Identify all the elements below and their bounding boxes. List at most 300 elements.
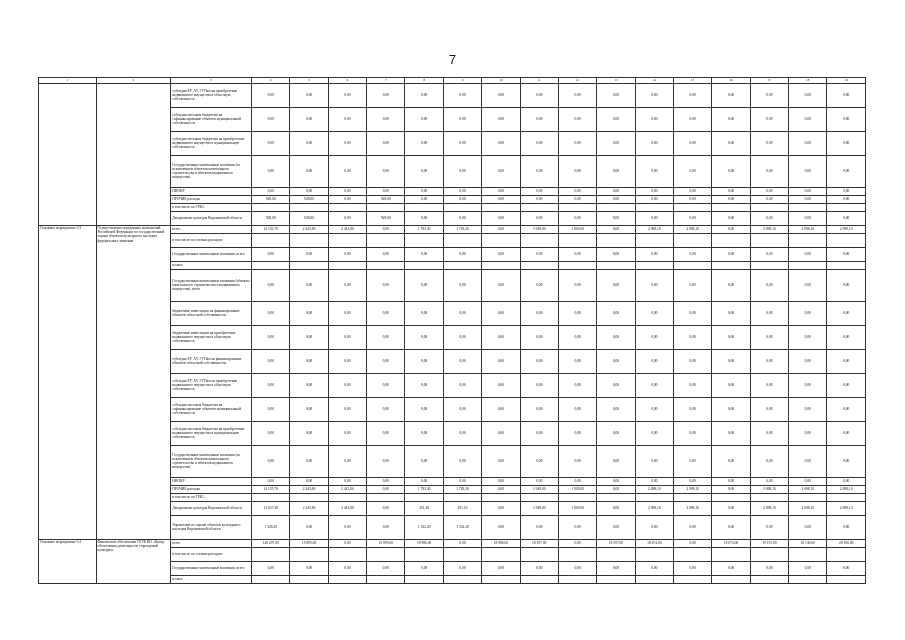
value-cell: 0,00 <box>827 515 866 539</box>
value-cell <box>712 261 750 269</box>
value-cell: 0,00 <box>750 211 788 225</box>
value-cell: 0,00 <box>367 187 405 195</box>
value-cell: 0,00 <box>558 155 596 187</box>
value-cell: 1 949,00 <box>520 485 558 493</box>
indicator-name: Департамент культуры Воронежской области <box>171 211 252 225</box>
indicator-name: субсидии ЕУ, АУ, ГУПам на приобретение недвижимого имущества в областную собственность <box>171 83 252 107</box>
value-cell <box>290 261 328 269</box>
value-cell: 0,00 <box>597 83 635 107</box>
value-cell: 1 783,30 <box>443 225 481 233</box>
value-cell: 0,00 <box>367 397 405 421</box>
value-cell: 0,00 <box>827 187 866 195</box>
value-cell: 0,00 <box>635 269 673 301</box>
value-cell: 0,00 <box>750 325 788 349</box>
value-cell: 0,00 <box>597 349 635 373</box>
value-cell: 0,00 <box>367 349 405 373</box>
value-cell: 0,00 <box>520 301 558 325</box>
value-cell: 0,00 <box>443 195 481 203</box>
value-cell: 0,00 <box>750 131 788 155</box>
value-cell: 0,00 <box>443 83 481 107</box>
value-cell <box>290 547 328 561</box>
value-cell <box>482 547 520 561</box>
value-cell <box>789 203 827 211</box>
value-cell: 0,00 <box>712 485 750 493</box>
value-cell: 0,00 <box>252 269 290 301</box>
value-cell: 0,00 <box>827 373 866 397</box>
value-cell: 0,00 <box>520 373 558 397</box>
value-cell: 0,00 <box>635 187 673 195</box>
column-header: 11 <box>520 78 558 84</box>
value-cell: 0,00 <box>635 349 673 373</box>
value-cell: 0,00 <box>405 131 443 155</box>
value-cell: 0,00 <box>674 269 712 301</box>
column-header: 2 <box>96 78 171 84</box>
value-cell: 0,00 <box>674 325 712 349</box>
value-cell: 0,00 <box>290 247 328 261</box>
value-cell <box>482 493 520 501</box>
value-cell: 0,00 <box>674 187 712 195</box>
value-cell: 0,00 <box>558 397 596 421</box>
value-cell: 0,00 <box>750 477 788 485</box>
column-header: 13 <box>597 78 635 84</box>
value-cell: 0,00 <box>482 397 520 421</box>
value-cell <box>482 203 520 211</box>
value-cell: 0,00 <box>674 301 712 325</box>
value-cell <box>635 203 673 211</box>
value-cell: 0,00 <box>405 187 443 195</box>
value-cell: 0,00 <box>827 247 866 261</box>
value-cell: 0,00 <box>712 195 750 203</box>
value-cell: 0,00 <box>827 107 866 131</box>
value-cell: 928,00 <box>367 195 405 203</box>
value-cell: 0,00 <box>520 211 558 225</box>
value-cell: 0,00 <box>405 445 443 477</box>
value-cell: 0,00 <box>789 325 827 349</box>
value-cell: 0,00 <box>252 561 290 575</box>
value-cell: 0,00 <box>635 325 673 349</box>
value-cell: 0,00 <box>750 349 788 373</box>
indicator-name: Государственные капитальные вложения (за исключением объектов капитального строительства и объектов недвижимого имущества) <box>171 445 252 477</box>
value-cell: 0,00 <box>712 155 750 187</box>
value-cell: 0,00 <box>290 373 328 397</box>
value-cell: 0,00 <box>328 247 366 261</box>
value-cell: 0,00 <box>405 325 443 349</box>
value-cell: 0,00 <box>789 195 827 203</box>
value-cell: 0,00 <box>443 373 481 397</box>
value-cell: 0,00 <box>520 477 558 485</box>
value-cell: 0,00 <box>367 131 405 155</box>
value-cell: 0,00 <box>558 421 596 445</box>
value-cell <box>405 203 443 211</box>
value-cell: 0,00 <box>252 477 290 485</box>
event-name: Осуществление переданных полномочий Российской Федерации по государственной охране объектов культурного наследия федерального значения <box>96 225 171 539</box>
value-cell: 0,00 <box>635 561 673 575</box>
indicator-name: субсидии местным бюджетам на софинансирование объектов муниципальной собственности <box>171 107 252 131</box>
page-number: 7 <box>448 52 457 67</box>
value-cell: 0,00 <box>367 301 405 325</box>
value-cell: 0,00 <box>635 155 673 187</box>
value-cell: 0,00 <box>290 349 328 373</box>
indicator-name: Государственные капитальные вложения, всего <box>171 247 252 261</box>
event-label: Основное мероприятие 3.3 <box>39 225 97 539</box>
column-header: 16 <box>712 78 750 84</box>
value-cell: 0,00 <box>597 373 635 397</box>
value-cell <box>635 547 673 561</box>
value-cell <box>789 575 827 583</box>
value-cell: 0,00 <box>558 349 596 373</box>
value-cell: 0,00 <box>520 269 558 301</box>
value-cell: 0,00 <box>597 187 635 195</box>
value-cell: 0,00 <box>520 83 558 107</box>
value-cell: 0,00 <box>597 247 635 261</box>
value-cell <box>482 233 520 247</box>
value-cell: 18 986,00 <box>405 539 443 547</box>
value-cell: 0,00 <box>252 187 290 195</box>
value-cell: 2 098,10 <box>635 501 673 515</box>
value-cell: 0,00 <box>674 515 712 539</box>
value-cell: 0,00 <box>597 107 635 131</box>
value-cell: 0,00 <box>712 211 750 225</box>
value-cell: 0,00 <box>827 421 866 445</box>
value-cell: 0,00 <box>558 515 596 539</box>
value-cell: 12 827,30 <box>252 501 290 515</box>
value-cell: 0,00 <box>597 269 635 301</box>
value-cell: 0,00 <box>443 349 481 373</box>
value-cell: 1 949,00 <box>558 501 596 515</box>
value-cell: 0,00 <box>328 421 366 445</box>
value-cell <box>443 547 481 561</box>
column-header: 3 <box>171 78 252 84</box>
value-cell: 0,00 <box>635 83 673 107</box>
value-cell <box>482 575 520 583</box>
value-cell: 0,00 <box>328 131 366 155</box>
value-cell: 0,00 <box>328 301 366 325</box>
value-cell: 0,00 <box>367 325 405 349</box>
value-cell: 0,00 <box>367 477 405 485</box>
value-cell: 0,00 <box>482 501 520 515</box>
value-cell: 0,00 <box>290 477 328 485</box>
value-cell: 2 098,10 <box>750 501 788 515</box>
value-cell: 0,00 <box>827 325 866 349</box>
value-cell: 2 098,10 <box>827 485 866 493</box>
column-header: 1 <box>39 78 97 84</box>
value-cell: 0,00 <box>750 187 788 195</box>
value-cell: 0,00 <box>558 131 596 155</box>
value-cell: 0,00 <box>520 515 558 539</box>
value-cell: 0,00 <box>789 247 827 261</box>
value-cell: 0,00 <box>674 477 712 485</box>
value-cell: 0,00 <box>328 269 366 301</box>
value-cell: 0,00 <box>750 397 788 421</box>
value-cell: 0,00 <box>328 539 366 547</box>
value-cell: 0,00 <box>443 421 481 445</box>
value-cell <box>443 575 481 583</box>
value-cell <box>674 493 712 501</box>
indicator-name: бюджетные инвестиции на финансирование объектов областной собственности <box>171 301 252 325</box>
value-cell: 0,00 <box>290 107 328 131</box>
value-cell: 14 155,70 <box>252 225 290 233</box>
value-cell: 1 328,20 <box>252 515 290 539</box>
indicator-name: ПРОЧИЕ расходы <box>171 195 252 203</box>
value-cell: 0,00 <box>712 477 750 485</box>
value-cell: 0,00 <box>328 107 366 131</box>
value-cell: 0,00 <box>674 195 712 203</box>
value-cell: 0,00 <box>674 561 712 575</box>
value-cell: 0,00 <box>520 187 558 195</box>
value-cell: 2 098,10 <box>635 485 673 493</box>
value-cell: 0,00 <box>482 225 520 233</box>
indicator-name: в том числе по статьям расходов: <box>171 233 252 247</box>
value-cell: 451,10 <box>405 501 443 515</box>
value-cell: 0,00 <box>443 539 481 547</box>
value-cell: 0,00 <box>827 83 866 107</box>
value-cell <box>597 233 635 247</box>
value-cell: 14 155,70 <box>252 485 290 493</box>
value-cell: 0,00 <box>482 485 520 493</box>
value-cell: 0,00 <box>674 539 712 547</box>
value-cell: 2 443,80 <box>290 225 328 233</box>
value-cell: 0,00 <box>674 421 712 445</box>
value-cell: 0,00 <box>827 211 866 225</box>
value-cell: 140 297,00 <box>252 539 290 547</box>
value-cell: 20 100,00 <box>827 539 866 547</box>
value-cell: 0,00 <box>405 247 443 261</box>
value-cell: 0,00 <box>712 247 750 261</box>
value-cell: 0,00 <box>674 445 712 477</box>
value-cell <box>252 575 290 583</box>
indicator-name: всего <box>171 225 252 233</box>
value-cell <box>405 493 443 501</box>
value-cell: 0,00 <box>482 301 520 325</box>
value-cell: 0,00 <box>635 445 673 477</box>
value-cell <box>252 261 290 269</box>
value-cell: 0,00 <box>520 561 558 575</box>
value-cell: 928,00 <box>367 211 405 225</box>
value-cell: 19 153,00 <box>750 539 788 547</box>
value-cell: 0,00 <box>520 107 558 131</box>
value-cell: 0,00 <box>597 225 635 233</box>
value-cell: 0,00 <box>252 155 290 187</box>
event-label <box>39 83 97 225</box>
column-header: 7 <box>367 78 405 84</box>
value-cell <box>789 493 827 501</box>
value-cell <box>635 261 673 269</box>
value-cell: 0,00 <box>252 421 290 445</box>
value-cell <box>750 493 788 501</box>
value-cell: 0,00 <box>827 301 866 325</box>
value-cell <box>597 547 635 561</box>
value-cell: 0,00 <box>443 397 481 421</box>
value-cell <box>328 233 366 247</box>
value-cell: 2 098,10 <box>789 485 827 493</box>
value-cell <box>290 233 328 247</box>
value-cell <box>597 493 635 501</box>
value-cell <box>750 261 788 269</box>
value-cell: 0,00 <box>789 269 827 301</box>
value-cell: 0,00 <box>789 131 827 155</box>
value-cell: 0,00 <box>405 107 443 131</box>
value-cell: 0,00 <box>328 83 366 107</box>
value-cell <box>712 547 750 561</box>
value-cell: 0,00 <box>558 107 596 131</box>
value-cell <box>558 575 596 583</box>
value-cell: 0,00 <box>328 155 366 187</box>
value-cell: 18 674,00 <box>712 539 750 547</box>
value-cell <box>597 203 635 211</box>
value-cell: 0,00 <box>482 445 520 477</box>
value-cell: 1 949,00 <box>520 225 558 233</box>
value-cell: 0,00 <box>252 301 290 325</box>
value-cell: 0,00 <box>712 373 750 397</box>
value-cell: 0,00 <box>674 155 712 187</box>
value-cell: 0,00 <box>597 477 635 485</box>
value-cell: 0,00 <box>558 83 596 107</box>
value-cell: 0,00 <box>597 397 635 421</box>
value-cell: 0,00 <box>405 211 443 225</box>
value-cell: 0,00 <box>367 155 405 187</box>
value-cell: 0,00 <box>405 195 443 203</box>
indicator-name: НИОКР <box>171 187 252 195</box>
value-cell: 0,00 <box>328 349 366 373</box>
value-cell: 0,00 <box>252 373 290 397</box>
value-cell: 0,00 <box>367 501 405 515</box>
column-header: 8 <box>405 78 443 84</box>
value-cell <box>520 547 558 561</box>
value-cell: 0,00 <box>827 269 866 301</box>
value-cell: 0,00 <box>443 269 481 301</box>
value-cell: 0,00 <box>367 515 405 539</box>
value-cell: 0,00 <box>558 325 596 349</box>
table-row <box>39 225 866 233</box>
indicator-name: Управление по охране объектов культурного наследия Воронежской области <box>171 515 252 539</box>
value-cell: 0,00 <box>558 561 596 575</box>
value-cell <box>367 261 405 269</box>
value-cell: 0,00 <box>520 247 558 261</box>
value-cell <box>367 575 405 583</box>
value-cell: 0,00 <box>520 445 558 477</box>
value-cell <box>789 547 827 561</box>
value-cell: 1 332,20 <box>405 515 443 539</box>
value-cell: 0,00 <box>597 211 635 225</box>
value-cell: 2 098,10 <box>827 225 866 233</box>
value-cell: 0,00 <box>789 397 827 421</box>
value-cell <box>750 203 788 211</box>
value-cell: 0,00 <box>635 107 673 131</box>
value-cell: 0,00 <box>482 107 520 131</box>
value-cell <box>405 575 443 583</box>
value-cell: 0,00 <box>482 211 520 225</box>
value-cell: 0,00 <box>712 301 750 325</box>
value-cell <box>252 547 290 561</box>
event-name: Финансовое обеспечение ГБУК ВО «Центр обеспечения деятельности учреждений культуры» <box>96 539 171 583</box>
value-cell <box>405 547 443 561</box>
value-cell: 0,00 <box>328 325 366 349</box>
value-cell: 0,00 <box>635 131 673 155</box>
value-cell <box>827 203 866 211</box>
value-cell: 0,00 <box>635 373 673 397</box>
value-cell: 0,00 <box>827 561 866 575</box>
value-cell: 0,00 <box>290 301 328 325</box>
value-cell <box>520 261 558 269</box>
value-cell: 0,00 <box>520 397 558 421</box>
budget-table <box>38 77 866 584</box>
value-cell: 0,00 <box>750 195 788 203</box>
value-cell: 0,00 <box>328 561 366 575</box>
value-cell: 0,00 <box>405 397 443 421</box>
value-cell <box>367 203 405 211</box>
value-cell <box>405 261 443 269</box>
value-cell: 0,00 <box>443 107 481 131</box>
value-cell <box>674 203 712 211</box>
value-cell: 0,00 <box>635 397 673 421</box>
value-cell: 0,00 <box>674 211 712 225</box>
value-cell: 0,00 <box>789 301 827 325</box>
value-cell <box>827 575 866 583</box>
value-cell: 0,00 <box>558 301 596 325</box>
value-cell: 0,00 <box>367 247 405 261</box>
column-header: 18 <box>789 78 827 84</box>
value-cell: 0,00 <box>789 421 827 445</box>
value-cell: 0,00 <box>789 155 827 187</box>
value-cell: 0,00 <box>367 83 405 107</box>
value-cell: 0,00 <box>290 155 328 187</box>
value-cell: 0,00 <box>482 195 520 203</box>
column-header: 15 <box>674 78 712 84</box>
value-cell: 0,00 <box>290 325 328 349</box>
value-cell: 0,00 <box>482 373 520 397</box>
value-cell: 0,00 <box>750 561 788 575</box>
value-cell: 0,00 <box>290 269 328 301</box>
value-cell: 0,00 <box>367 561 405 575</box>
value-cell: 0,00 <box>558 445 596 477</box>
value-cell: 0,00 <box>827 349 866 373</box>
value-cell: 0,00 <box>328 373 366 397</box>
value-cell: 0,00 <box>635 421 673 445</box>
value-cell: 0,00 <box>750 83 788 107</box>
column-header: 19 <box>827 78 866 84</box>
indicator-name: субсидии местным бюджетам на софинансирование объектов муниципальной собственности <box>171 397 252 421</box>
column-header: 17 <box>750 78 788 84</box>
value-cell <box>558 261 596 269</box>
value-cell: 18 397,00 <box>520 539 558 547</box>
value-cell: 0,00 <box>482 247 520 261</box>
value-cell <box>712 203 750 211</box>
column-header: 4 <box>252 78 290 84</box>
indicator-name: субсидии ЕУ, АУ, ГУПам на приобретение недвижимого имущества в областную собственность <box>171 373 252 397</box>
value-cell: 0,00 <box>712 83 750 107</box>
value-cell: 2 098,10 <box>789 225 827 233</box>
value-cell: 0,00 <box>674 83 712 107</box>
value-cell: 2 098,10 <box>674 501 712 515</box>
indicator-name: Департамент культуры Воронежской области <box>171 501 252 515</box>
indicator-name: ПРОЧИЕ расходы <box>171 485 252 493</box>
value-cell <box>750 575 788 583</box>
value-cell <box>597 261 635 269</box>
indicator-name: в том числе по ГРБС: <box>171 493 252 501</box>
value-cell <box>827 261 866 269</box>
value-cell: 0,00 <box>520 325 558 349</box>
value-cell: 0,00 <box>520 131 558 155</box>
indicator-name: Государственные капитальные вложения (объекты капитального строительства и недвижимого имущества), всего <box>171 269 252 301</box>
value-cell <box>520 493 558 501</box>
value-cell: 0,00 <box>290 445 328 477</box>
value-cell: 0,00 <box>597 195 635 203</box>
value-cell: 2 443,80 <box>290 485 328 493</box>
value-cell: 0,00 <box>750 421 788 445</box>
value-cell <box>558 233 596 247</box>
value-cell <box>789 233 827 247</box>
value-cell: 0,00 <box>597 131 635 155</box>
